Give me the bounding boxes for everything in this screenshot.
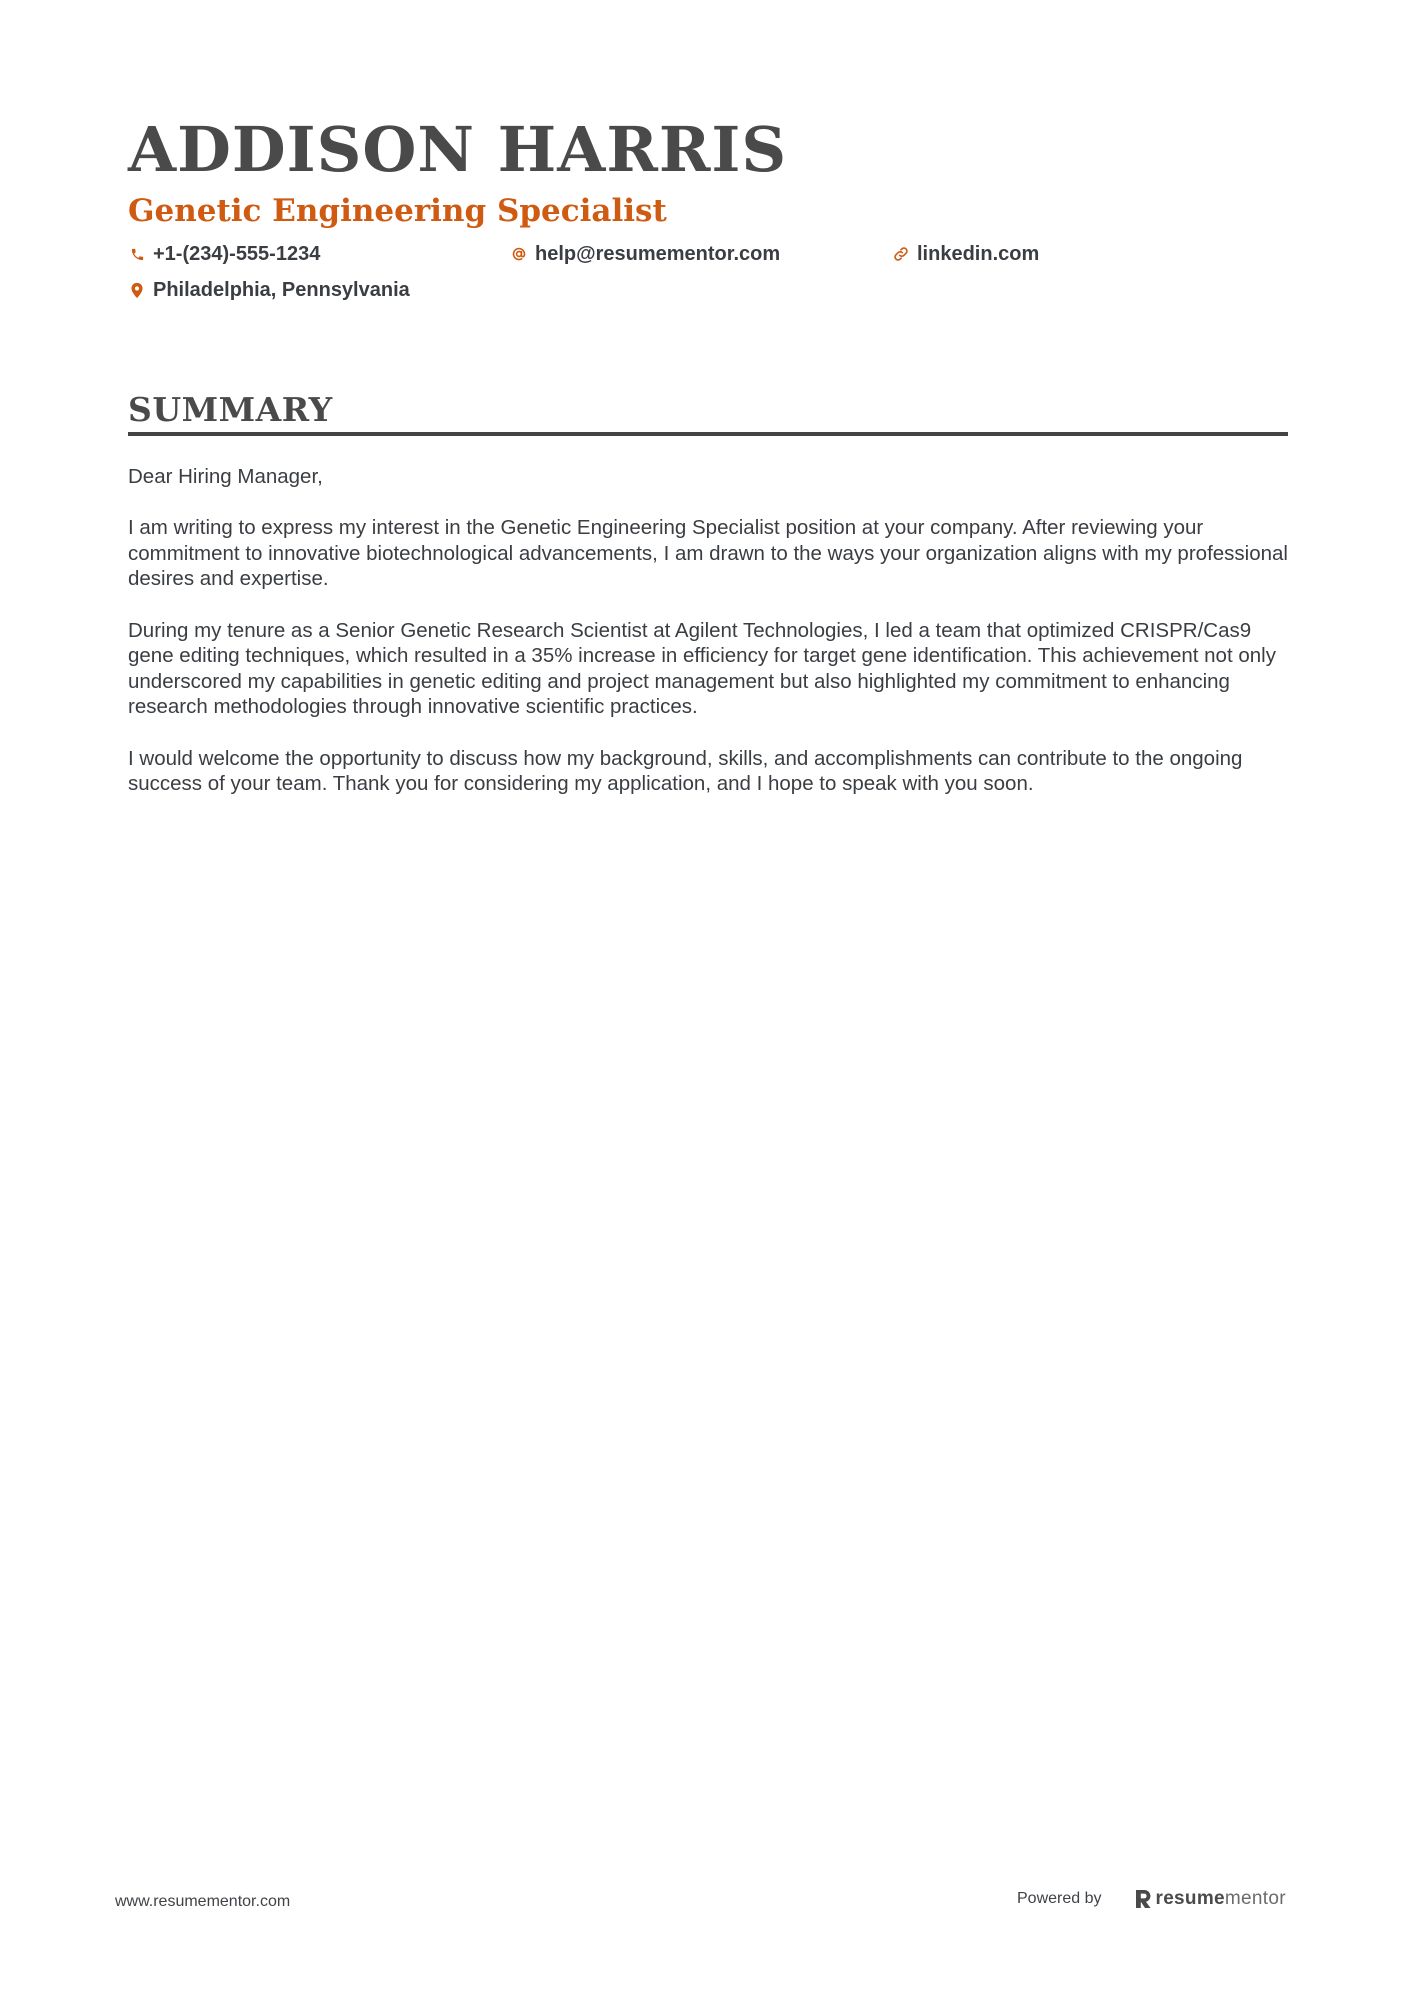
map-pin-icon: [128, 281, 146, 299]
location-text: Philadelphia, Pennsylvania: [153, 278, 410, 301]
at-icon: [510, 245, 528, 263]
footer-website[interactable]: www.resumementor.com: [115, 1893, 291, 1910]
email-text[interactable]: help@resumementor.com: [535, 242, 781, 265]
contact-location: [128, 276, 410, 304]
summary-heading: SUMMARY: [128, 390, 333, 429]
section-divider: [128, 432, 1288, 436]
letter-salutation: Dear Hiring Manager,: [128, 465, 323, 488]
contact-email[interactable]: [510, 240, 780, 268]
letter-body: [128, 464, 1293, 822]
brand-name-bold: resume: [1155, 1888, 1225, 1909]
phone-icon: [128, 245, 146, 263]
powered-by-label: Powered by: [1017, 1890, 1102, 1907]
footer-branding: [1017, 1888, 1286, 1910]
link-icon: [892, 245, 910, 263]
link-text[interactable]: linkedin.com: [917, 242, 1040, 265]
candidate-name: ADDISON HARRIS: [128, 113, 788, 186]
contact-phone: [128, 240, 320, 268]
brand-logo[interactable]: [1134, 1888, 1286, 1910]
letter-paragraph: I would welcome the opportunity to discuss how my background, skills, and accomplishments can contribute to the ongoing success of your team. Thank you for considering my application, and I hope to speak with you soon.: [128, 746, 1243, 796]
letter-paragraph: During my tenure as a Senior Genetic Research Scientist at Agilent Technologies, I led a team that optimized CRISPR/Cas9 gene editing techniques, which resulted in a 35% increase in efficiency for target gene identification. This achievement not only underscored my capabilities in genetic editing and project management but also highlighted my commitment to enhancing research methodologies through innovative scientific practices.: [128, 618, 1276, 719]
job-title: Genetic Engineering Specialist: [128, 193, 667, 229]
contact-link[interactable]: [892, 240, 1039, 268]
phone-text: +1-(234)-555-1234: [153, 242, 321, 265]
brand-name-light: mentor: [1224, 1888, 1286, 1909]
letter-paragraph: I am writing to express my interest in the Genetic Engineering Specialist position at your company. After reviewing your commitment to innovative biotechnological advancements, I am drawn to the ways your organization aligns with my professional desires and expertise.: [128, 516, 1288, 591]
brand-mark-icon: [1134, 1889, 1152, 1909]
